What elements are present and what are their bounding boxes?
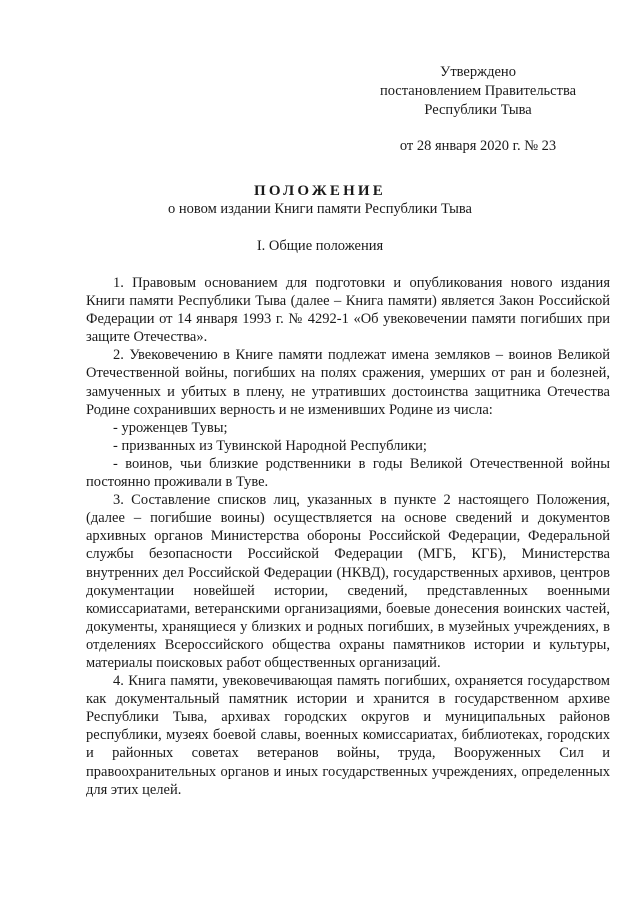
- document-subtitle: о новом издании Книги памяти Республики Тыва: [168, 201, 472, 217]
- approval-line: постановлением Правительства: [379, 83, 577, 99]
- approval-block: [360, 63, 596, 156]
- approval-date: от 28 января 2020 г. № 23: [399, 138, 557, 154]
- section-heading: I. Общие положения: [256, 238, 384, 254]
- paragraph-2: 2. Увековечению в Книге памяти подлежат имена земляков – воинов Великой Отечественной войны, погибших на полях сражения, умерших от ран и болезней, замученных и убитых в плену, не утративших достоинства защитника Отечества Родине сохранивших верность и не изменивших Родине из числа:: [86, 347, 610, 418]
- document-body: [86, 274, 610, 799]
- paragraph-3: 3. Составление списков лиц, указанных в пункте 2 настоящего Положения, (далее – погибшие воины) осуществляется на основе сведений и документов архивных органов Министерства обороны Российской Федерации, Федеральной службы безопасности Российской Федерации (МГБ, КГБ), Министерства внутренних дел Российской Федерации (НКВД), государственных архивов, центров документации новейшей истории, сведений, представленных военными комиссариатами, ветеранскими организациями, боевые донесения воинских частей, документы, хранящиеся у близких и родных погибших, в музейных учреждениях, в отделениях Всероссийского общества охраны памятников истории и культуры, материалы поисковых работ общественных организаций.: [86, 492, 610, 671]
- approval-line: Республики Тыва: [424, 102, 532, 118]
- paragraph-1: 1. Правовым основанием для подготовки и опубликования нового издания Книги памяти Республики Тыва (далее – Книга памяти) является Закон Российской Федерации от 14 января 1993 г. № 4292-1 «Об увековечении памяти погибших при защите Отечества».: [86, 275, 610, 346]
- list-item: - воинов, чьи близкие родственники в годы Великой Отечественной войны постоянно проживали в Туве.: [86, 455, 610, 491]
- paragraph-4: 4. Книга памяти, увековечивающая память погибших, охраняется государством как документальный памятник истории и хранится в государственном архиве Республики Тыва, архивах городских округов и муниципальных районов республики, музеях боевой славы, военных комиссариатах, библиотеках, городских и районных советах ветеранов войны, труда, Вооруженных Сил и правоохранительных органов и иных государственных учреждениях, определенных для этих целей.: [86, 673, 610, 798]
- document-title: ПОЛОЖЕНИЕ: [253, 183, 387, 199]
- list-item: - призванных из Тувинской Народной Республики;: [113, 437, 427, 454]
- approval-line: Утверждено: [440, 64, 516, 80]
- list-item: - уроженцев Тувы;: [113, 419, 228, 436]
